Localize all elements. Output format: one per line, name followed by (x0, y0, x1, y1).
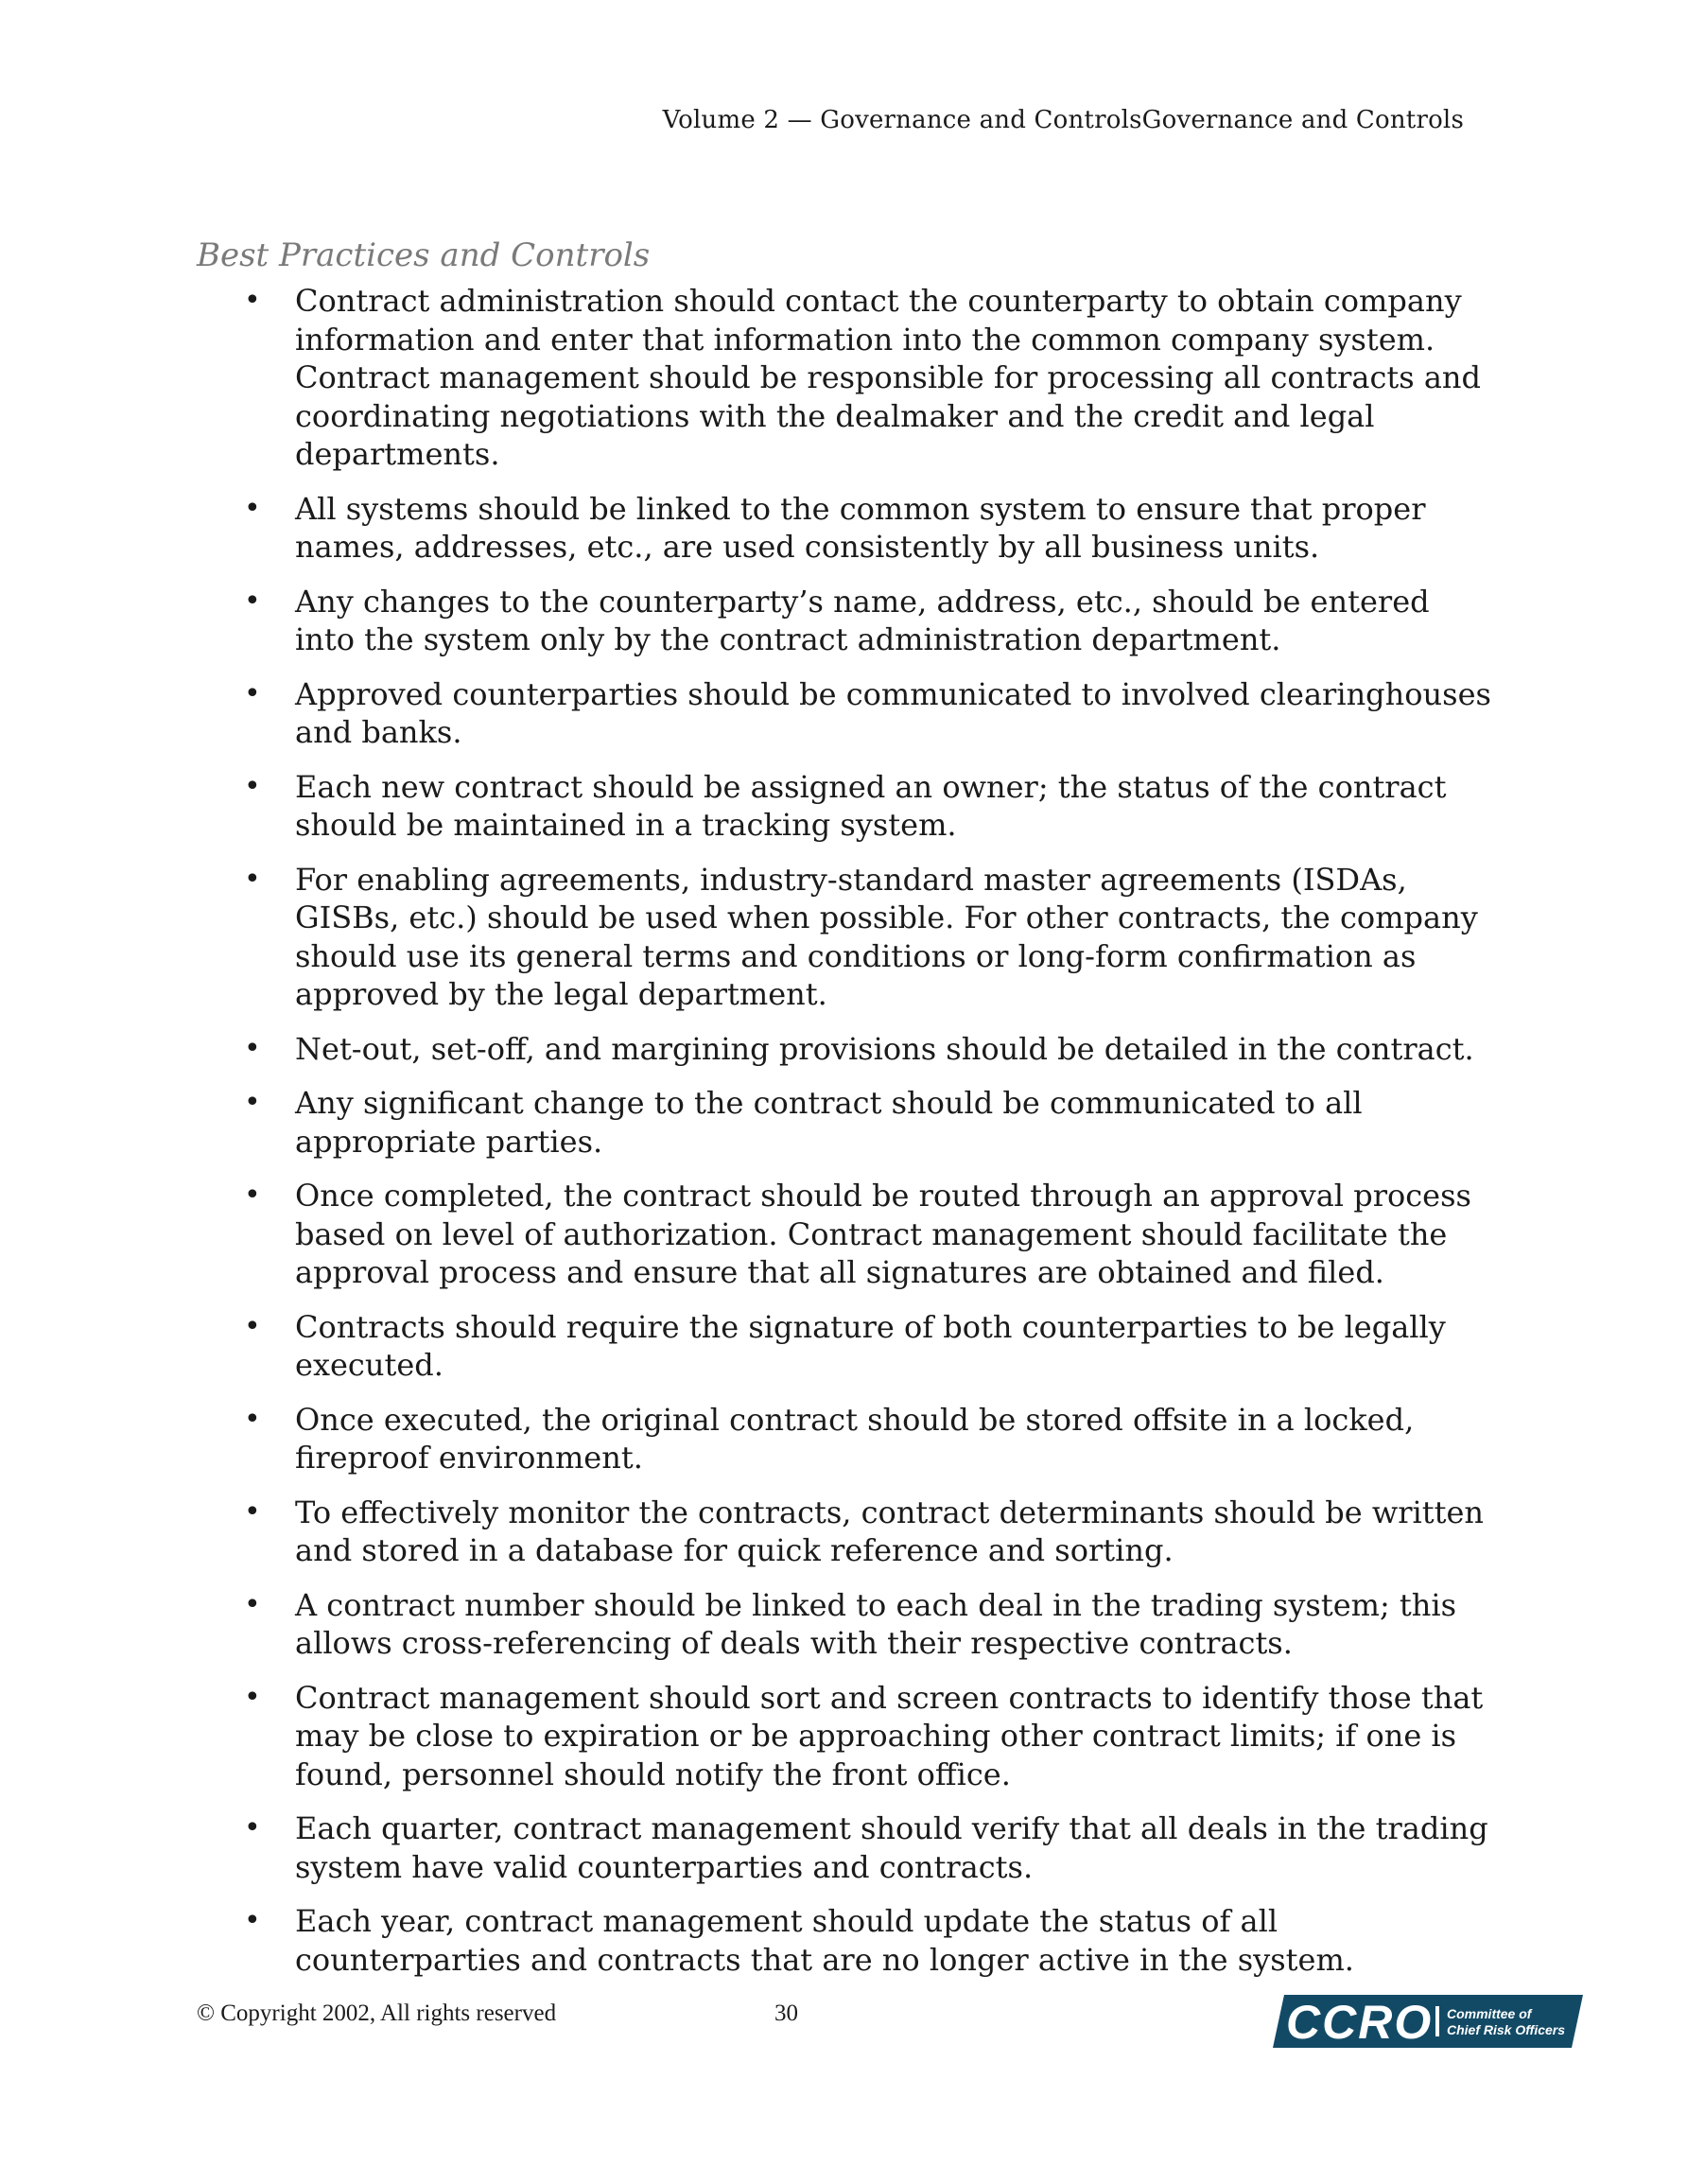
bullet-icon: • (244, 584, 261, 618)
best-practices-list (238, 282, 1496, 1995)
list-item (238, 1084, 1496, 1161)
bullet-icon: • (244, 676, 261, 710)
list-item-text: A contract number should be linked to each deal in the trading system; this allows cross-referencing of deals with their respective contracts. (295, 1586, 1457, 1661)
bullet-icon: • (244, 862, 261, 896)
list-item-text: Approved counterparties should be communicated to involved clearinghouses and banks. (295, 675, 1491, 750)
list-item-text: Each year, contract management should update the status of all counterparties and contracts that are no longer active in the system. (295, 1903, 1354, 1978)
list-item-text: Each quarter, contract management should verify that all deals in the trading system have valid counterparties and contracts. (295, 1810, 1488, 1885)
bullet-icon: • (244, 491, 261, 525)
list-item (238, 1030, 1496, 1069)
running-header: Volume 2 — Governance and ControlsGovernance and Controls (662, 106, 1464, 134)
bullet-icon: • (244, 1680, 261, 1714)
list-item (238, 1809, 1496, 1886)
bullet-icon: • (244, 284, 261, 317)
bullet-icon: • (244, 1086, 261, 1119)
logo-tagline-line2: Chief Risk Officers (1447, 2022, 1566, 2037)
bullet-icon: • (244, 1402, 261, 1436)
list-item-text: All systems should be linked to the common system to ensure that proper names, addresses, etc., are used consistently by all business units. (295, 490, 1426, 565)
list-item-text: To effectively monitor the contracts, contract determinants should be written and stored in a database for quick reference and sorting. (295, 1494, 1485, 1568)
ccro-logo (1273, 1995, 1583, 2048)
bullet-icon: • (244, 1904, 261, 1937)
list-item (238, 282, 1496, 474)
list-item (238, 1679, 1496, 1794)
list-item (238, 768, 1496, 845)
list-item-text: Each new contract should be assigned an owner; the status of the contract should be maintained in a tracking system. (295, 768, 1447, 843)
list-item (238, 1308, 1496, 1385)
bullet-icon: • (244, 1811, 261, 1844)
bullet-icon: • (244, 1031, 261, 1065)
logo-wordmark: CCRO (1286, 1996, 1434, 2048)
bullet-icon: • (244, 1179, 261, 1212)
list-item-text: Contracts should require the signature of both counterparties to be legally executed. (295, 1308, 1446, 1383)
bullet-icon: • (244, 1309, 261, 1343)
list-item-text: Contract administration should contact the counterparty to obtain company information and enter that information into the common company system. Contract management should be responsible for processing all contracts and coordinating negotiations with the dealmaker and the credit and legal departments. (295, 283, 1482, 472)
section-heading: Best Practices and Controls (197, 236, 651, 274)
list-item (238, 490, 1496, 567)
bullet-icon: • (244, 1494, 261, 1529)
list-item (238, 1494, 1496, 1570)
list-item-text: Net-out, set-off, and margining provisions should be detailed in the contract. (295, 1030, 1474, 1067)
list-item (238, 861, 1496, 1014)
list-item-text: Once executed, the original contract should be stored offsite in a locked, fireproof environment. (295, 1401, 1415, 1476)
list-item (238, 1177, 1496, 1292)
bullet-icon: • (244, 1587, 261, 1621)
list-item-text: Any changes to the counterparty’s name, address, etc., should be entered into the system only by the contract administration department. (295, 583, 1430, 657)
list-item-text: Once completed, the contract should be routed through an approval process based on level of authorization. Contract management should facilitate the approval process and ensure that all signatures are obtained and filed. (295, 1178, 1471, 1290)
page-number: 30 (774, 2001, 798, 2026)
logo-divider (1435, 2006, 1439, 2036)
list-item (238, 675, 1496, 752)
list-item-text: For enabling agreements, industry-standard master agreements (ISDAs, GISBs, etc.) should be used when possible. For other contracts, the company should use its general terms and conditions or long-form confirmation as approved by the legal department. (295, 861, 1478, 1012)
logo-tagline-line1: Committee of (1447, 2006, 1532, 2021)
list-item (238, 1401, 1496, 1477)
list-item-text: Contract management should sort and screen contracts to identify those that may be close to expiration or be approaching other contract limits; if one is found, personnel should notify the front office. (295, 1679, 1484, 1792)
list-item (238, 1902, 1496, 1979)
bullet-icon: • (244, 769, 261, 803)
footer-copyright: © Copyright 2002, All rights reserved (197, 2001, 557, 2026)
list-item (238, 1586, 1496, 1663)
list-item-text: Any significant change to the contract should be communicated to all appropriate parties. (295, 1085, 1363, 1160)
list-item (238, 583, 1496, 659)
